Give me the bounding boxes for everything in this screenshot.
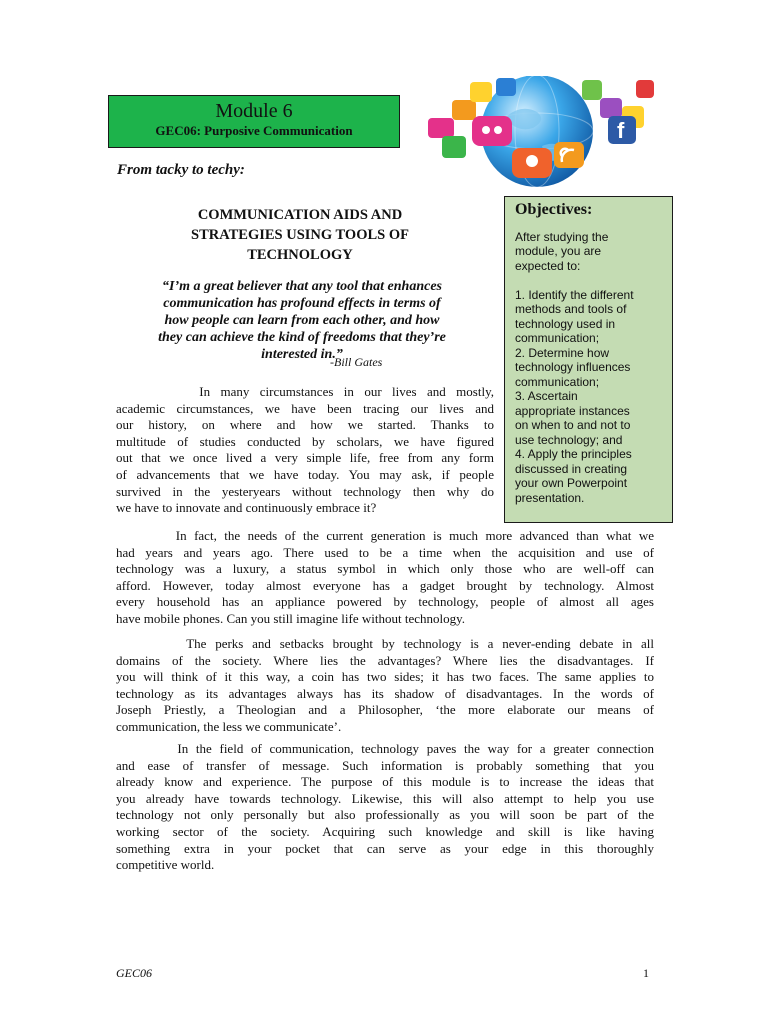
paragraph-line: The perks and setbacks brought by technology is a never-ending debate in all	[116, 636, 654, 651]
paragraph-line: Joseph Priestly, a Theologian and a Philosopher, ‘the more elaborate our means of	[116, 702, 654, 718]
objectives-line: communication;	[515, 374, 600, 389]
paragraph-line: In the field of communication, technology paves the way for a greater connection	[116, 741, 654, 756]
objectives-line: technology influences	[515, 360, 631, 374]
paragraph-line: In many circumstances in our lives and mostly,	[116, 384, 494, 399]
objectives-line: 3. Ascertain	[515, 389, 578, 403]
paragraph-line: our history, on where and how we started. Thanks to	[116, 417, 494, 433]
paragraph-line: something extra in your pocket that can serve as your edge in this thoroughly	[116, 840, 654, 856]
paragraph-line: we have to innovate and continuously embrace it?	[116, 500, 377, 516]
paragraph-line: In fact, the needs of the current generation is much more advanced than what we	[116, 528, 654, 543]
objectives-line: technology used in	[515, 316, 616, 331]
objectives-line: communication;	[515, 331, 600, 345]
quote-block	[110, 278, 494, 363]
paragraph-intro	[116, 384, 494, 517]
paragraph-line: domains of the society. Where lies the advantages? Where lies the disadvantages. If	[116, 652, 654, 668]
paragraph-field	[116, 741, 654, 874]
paragraph-line: multitude of studies conducted by scholars, we have figured	[116, 433, 494, 449]
quote-author: -Bill Gates	[330, 355, 383, 369]
paragraph-needs	[116, 528, 654, 628]
paragraph-line: survived in the yesteryears without technology then why do	[116, 483, 494, 499]
module-header-box	[108, 95, 400, 148]
objectives-line: After studying the	[515, 229, 609, 244]
objectives-heading: Objectives:	[515, 201, 593, 218]
objectives-line: expected to:	[515, 258, 581, 273]
objectives-line: module, you are	[515, 244, 602, 258]
paragraph-line: working sector of the society. Acquiring such knowledge and skill is like having	[116, 823, 654, 839]
paragraph-line: of advancements that we have today. You may ask, if people	[116, 466, 494, 482]
objectives-line: presentation.	[515, 490, 585, 505]
paragraph-line: you already have towards technology. Likewise, this will also attempt to help you use	[116, 790, 654, 806]
paragraph-line: already know and experience. The purpose of this module is to increase the ideas that	[116, 774, 654, 790]
module-title: Module 6	[215, 100, 293, 122]
objectives-line: methods and tools of	[515, 302, 627, 316]
paragraph-line: afford. However, today almost everyone has a gadget brought by technology. Almost	[116, 577, 654, 593]
paragraph-line: technology as its advantages always has its shadow of disadvantages. In the words of	[116, 685, 654, 701]
quote-line: “I’m a great believer that any tool that enhances	[162, 279, 442, 294]
objectives-line: on when to and not to	[515, 418, 631, 432]
quote-line: how people can learn from each other, and how	[164, 313, 440, 328]
objectives-spacer	[515, 273, 664, 288]
objectives-line: discussed in creating	[515, 461, 628, 476]
paragraph-line: had years and years ago. There used to be a time when the acquisition and use of	[116, 544, 654, 560]
footer-page-number: 1	[643, 966, 649, 980]
paragraph-line: technology was a luxury, a status symbol in which only those who are well-off can	[116, 561, 654, 577]
main-title	[150, 205, 450, 265]
paragraph-line: every household has an appliance powered by technology, people of almost all ages	[116, 594, 654, 610]
quote-line: they can achieve the kind of freedoms that they’re	[158, 330, 446, 345]
objectives-line: 4. Apply the principles	[515, 447, 632, 461]
quote-line: interested in.”	[261, 347, 343, 362]
paragraph-line: you will think of it this way, a coin has two sides; it has two faces. The same applies to	[116, 669, 654, 685]
svg-text:f: f	[617, 118, 625, 143]
paragraph-line: and ease of transfer of message. Such information is probably something that you	[116, 757, 654, 773]
objectives-line: your own Powerpoint	[515, 476, 628, 490]
objectives-line: use technology; and	[515, 432, 623, 447]
globe-social-media-icon	[412, 76, 657, 191]
paragraph-line: competitive world.	[116, 857, 215, 873]
main-title-line: TECHNOLOGY	[247, 247, 353, 263]
paragraph-line: academic circumstances, we have been tracing our lives and	[116, 400, 494, 416]
main-title-line: COMMUNICATION AIDS AND	[197, 207, 403, 223]
quote-line: communication has profound effects in terms of	[163, 296, 441, 311]
paragraph-line: technology not only personally but also professionally as you will soon be part of the	[116, 807, 654, 823]
objectives-line: appropriate instances	[515, 403, 630, 418]
paragraph-line: communication, the less we communicate’.	[116, 718, 342, 734]
objectives-box	[504, 196, 673, 523]
footer-course-code: GEC06	[116, 966, 152, 980]
section-subtitle: From tacky to techy:	[117, 162, 245, 178]
paragraph-perks	[116, 636, 654, 736]
paragraph-line: out that we once lived a very simple life, free from any form	[116, 450, 494, 466]
main-title-line: STRATEGIES USING TOOLS OF	[191, 227, 409, 243]
paragraph-line: have mobile phones. Can you still imagine life without technology.	[116, 610, 466, 626]
module-subtitle: GEC06: Purposive Communication	[155, 123, 353, 138]
objectives-line: 1. Identify the different	[515, 287, 634, 302]
objectives-line: 2. Determine how	[515, 345, 610, 360]
